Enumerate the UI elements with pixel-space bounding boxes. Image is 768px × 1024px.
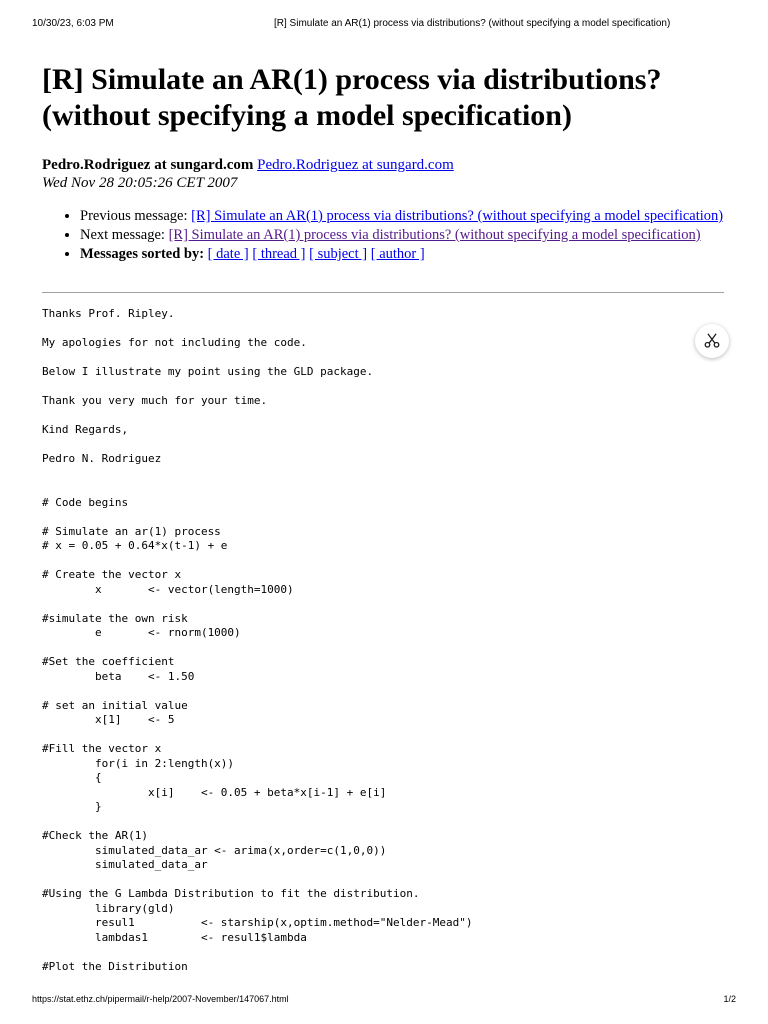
- page-title-line-2: (without specifying a model specification): [42, 99, 572, 132]
- print-title: [R] Simulate an AR(1) process via distributions? (without specifying a model specification): [274, 18, 671, 29]
- page-content: [42, 62, 728, 265]
- print-header: [32, 18, 736, 32]
- message-body: Thanks Prof. Ripley. My apologies for not including the code. Below I illustrate my point using the GLD package. Thank you very much for your time. Kind Regards, Pedro N. Rodriguez # Code begins # Simulate an ar(1) process # x = 0.05 + 0.64*x(t-1) + e # Create the vector x x <- vector(length=1000) #simulate the own risk e <- rnorm(1000) #Set the coefficient beta <- 1.50 # set an initial value x[1] <- 5 #Fill the vector x for(i in 2:length(x)) { x[i] <- 0.05 + beta*x[i-1] + e[i] } #Check the AR(1) simulated_data_ar <- arima(x,order=c(1,0,0)) simulated_data_ar #Using the G Lambda Distribution to fit the distribution. library(gld) resul1 <- starship(x,optim.method="Nelder-Mead") lambdas1 <- resul1$lambda #Plot the Distribution: [42, 307, 473, 973]
- next-label: Next message:: [80, 227, 165, 243]
- page-url: https://stat.ethz.ch/pipermail/r-help/2007-November/147067.html: [32, 994, 289, 1004]
- author-email-link[interactable]: Pedro.Rodriguez at sungard.com: [257, 157, 454, 173]
- previous-label: Previous message:: [80, 208, 188, 224]
- author-name: Pedro.Rodriguez at sungard.com: [42, 157, 254, 173]
- sort-by-author-link[interactable]: [ author ]: [370, 246, 425, 262]
- divider: [42, 292, 724, 293]
- page-title: [42, 62, 728, 134]
- print-footer: [32, 994, 736, 1008]
- nav-sort: [80, 246, 728, 263]
- scissors-icon: [703, 332, 721, 350]
- sort-by-date-link[interactable]: [ date ]: [207, 246, 249, 262]
- print-date: 10/30/23, 6:03 PM: [32, 18, 114, 29]
- nav-next: [80, 227, 728, 244]
- nav-previous: [80, 208, 728, 225]
- message-date: Wed Nov 28 20:05:26 CET 2007: [42, 175, 238, 191]
- sorted-by-label: Messages sorted by:: [80, 246, 205, 262]
- clip-button[interactable]: [695, 324, 729, 358]
- previous-message-link[interactable]: [R] Simulate an AR(1) process via distributions? (without specifying a model specification): [191, 208, 724, 224]
- next-message-link[interactable]: [R] Simulate an AR(1) process via distributions? (without specifying a model specification): [168, 227, 701, 243]
- sort-by-subject-link[interactable]: [ subject ]: [309, 246, 368, 262]
- sort-by-thread-link[interactable]: [ thread ]: [252, 246, 306, 262]
- page-number: 1/2: [723, 994, 736, 1004]
- message-navigation: [42, 208, 728, 263]
- page-title-line-1: [R] Simulate an AR(1) process via distributions?: [42, 63, 662, 96]
- message-meta: [42, 156, 728, 192]
